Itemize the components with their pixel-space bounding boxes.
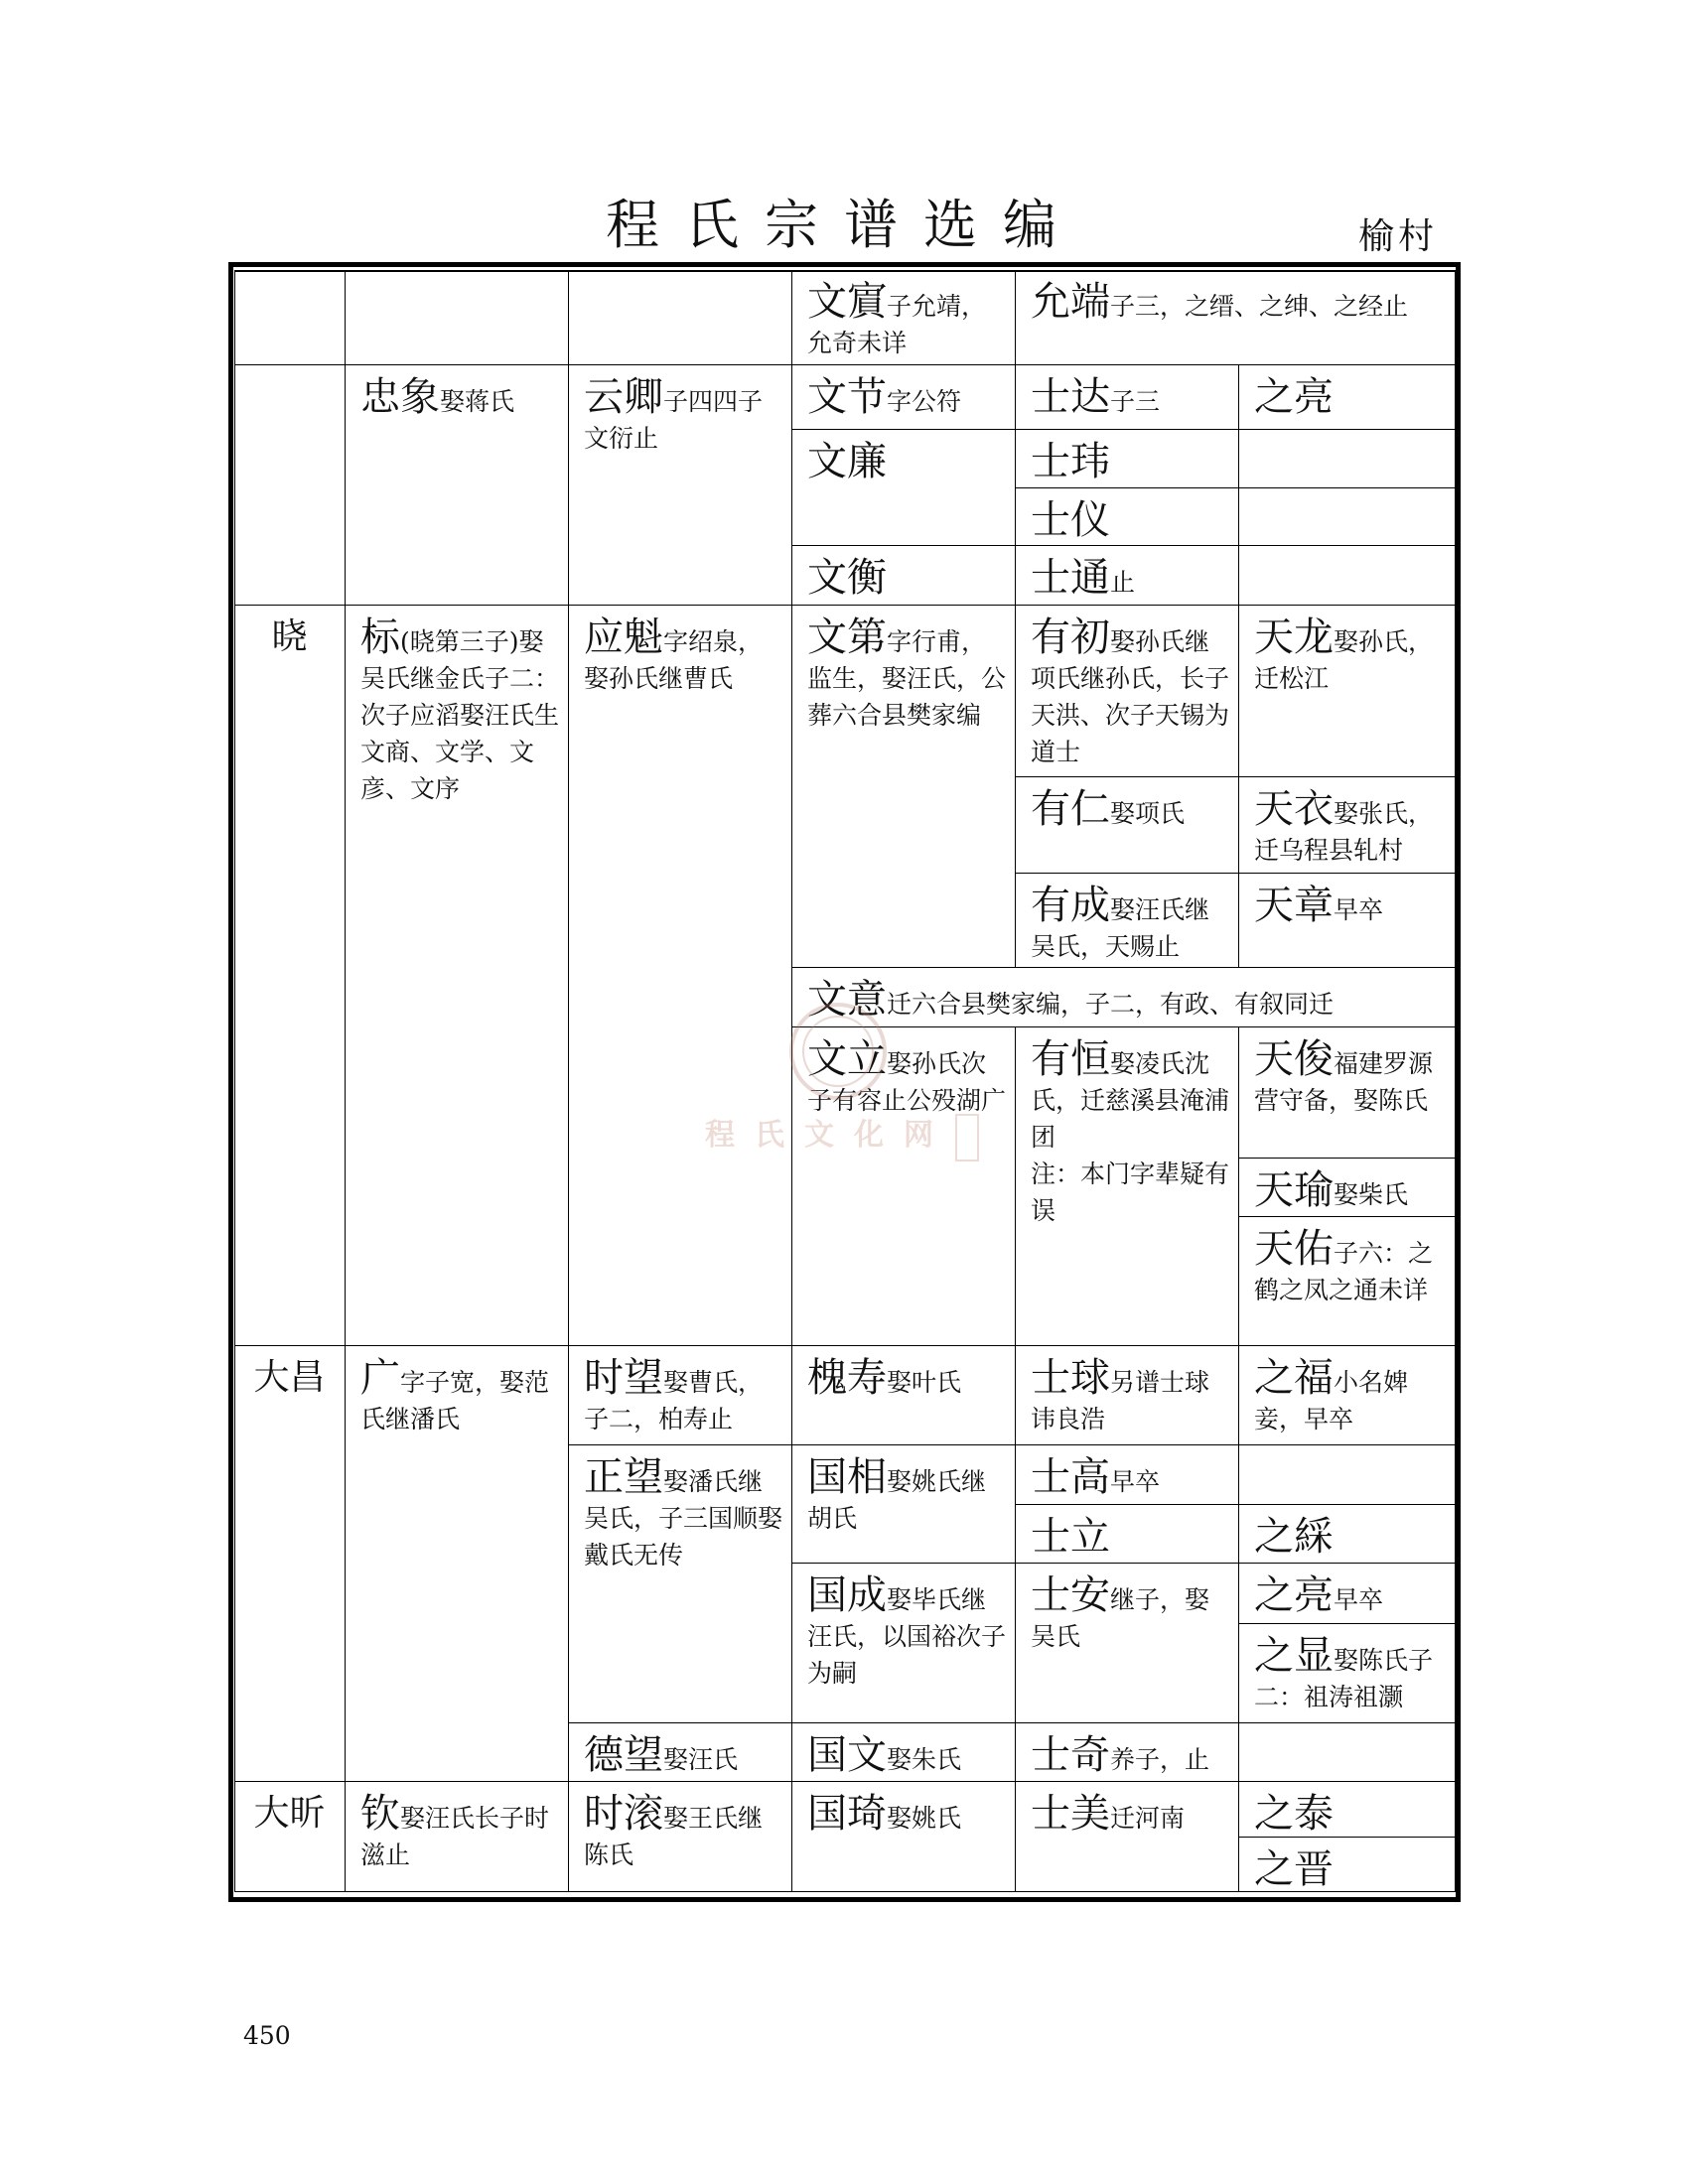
person-cell [792,546,1016,606]
person-name: 文意 [807,977,887,1023]
person-name: 国琦 [807,1791,887,1837]
person-note: 娶张氏，迁乌程县轧村 [1254,799,1434,865]
person-note: 字绍泉，娶孙氏继曹氏 [584,627,764,693]
person-note: 娶孙氏次子有容止公殁湖广 [807,1049,1007,1115]
person-name: 槐寿 [807,1355,887,1401]
person-note: 字公符 [887,387,962,416]
person-cell [1239,430,1456,488]
person-cell [1016,606,1239,777]
person-name: 钦 [360,1791,400,1837]
person-cell [1016,1505,1239,1564]
watermark-seal-inner-icon [802,1016,874,1087]
person-cell [1239,488,1456,546]
person-cell [346,1782,569,1892]
person-note: 子三，之缙、之绅、之经止 [1110,292,1409,321]
person-cell [346,1346,569,1782]
generation-cell [234,606,346,1346]
watermark-text: 程氏文化网 [705,1118,953,1153]
person-cell [1239,1217,1456,1346]
person-note: 早卒 [1110,1467,1161,1496]
person-name: 士美 [1031,1791,1110,1837]
person-note: 福建罗源营守备，娶陈氏 [1254,1049,1434,1115]
person-cell [569,270,792,365]
person-note: 娶汪氏继吴氏，天赐止 [1031,895,1210,961]
person-note: 字子宽，娶范氏继潘氏 [360,1368,550,1433]
person-name: 士通 [1031,555,1110,601]
person-name: 标 [360,614,400,660]
person-name: 士高 [1031,1454,1110,1500]
person-note: 娶姚氏 [887,1804,962,1833]
person-cell [1239,874,1456,968]
person-name: 时滚 [584,1791,663,1837]
person-cell [1239,1505,1456,1564]
person-cell [1016,1027,1239,1346]
person-note: 小名婢妾，早卒 [1254,1368,1409,1433]
person-note: 娶孙氏，迁松江 [1254,627,1434,693]
watermark-stamp-icon [955,1114,979,1161]
page-title: 程氏宗谱选编 [606,194,1082,256]
person-note: 娶叶氏 [887,1368,962,1397]
person-note: 娶陈氏子二：祖涛祖灏 [1254,1646,1434,1711]
person-cell [1239,1624,1456,1723]
person-name: 之泰 [1254,1791,1334,1837]
generation-name: 大昌 [253,1357,326,1398]
person-cell [792,365,1016,430]
person-cell [1239,1838,1456,1892]
person-cell [1239,1027,1456,1159]
person-cell [1239,546,1456,606]
person-name: 文廉 [807,439,887,484]
generation-name: 大昕 [253,1793,326,1834]
person-name: 文第 [807,614,887,660]
person-name: 之福 [1254,1355,1334,1401]
person-note: (晓第三子)娶吴氏继金氏子二：次子应滔娶汪氏生文商、文学、文彦、文序 [360,627,560,803]
person-name: 士玮 [1031,439,1110,484]
person-cell [569,1346,792,1445]
person-name: 有仁 [1031,786,1110,832]
generation-cell [234,1782,346,1892]
person-note: 娶潘氏继吴氏，子三国顺娶戴氏无传 [584,1467,783,1570]
person-note: 止 [1110,568,1136,597]
person-cell [1239,1782,1456,1838]
person-cell [1016,430,1239,488]
person-name: 天章 [1254,883,1334,928]
person-note: 迁六合县樊家编，子二，有政、有叙同迁 [887,990,1335,1019]
person-note: 子三 [1110,387,1161,416]
person-note: 早卒 [1334,1585,1384,1614]
person-note: 娶项氏 [1110,799,1186,828]
person-cell [234,365,346,606]
person-cell [1016,488,1239,546]
person-name: 士安 [1031,1572,1110,1618]
person-name: 德望 [584,1732,663,1778]
person-note: 娶汪氏 [663,1745,739,1774]
person-name: 应魁 [584,614,663,660]
person-name: 正望 [584,1454,663,1500]
generation-cell [234,1346,346,1782]
person-cell [346,365,569,606]
person-name: 天衣 [1254,786,1334,832]
watermark [695,1003,993,1153]
person-name: 士立 [1031,1514,1110,1560]
person-note: 另谱士球讳良浩 [1031,1368,1210,1433]
person-cell [1239,1346,1456,1445]
person-name: 士达 [1031,374,1110,420]
person-cell [792,1564,1016,1723]
person-cell [569,1782,792,1892]
person-note: 迁河南 [1110,1804,1186,1833]
person-name: 天龙 [1254,614,1334,660]
person-cell [1239,1723,1456,1782]
person-name: 之显 [1254,1633,1334,1679]
person-cell [1239,1159,1456,1217]
person-cell [792,1346,1016,1445]
person-cell [792,1445,1016,1564]
person-note: 娶柴氏 [1334,1180,1409,1209]
person-note: 娶汪氏长子时滋止 [360,1804,550,1869]
person-cell [792,606,1016,968]
person-name: 天佑 [1254,1226,1334,1272]
person-note: 娶孙氏继项氏继孙氏，长子天洪、次子天锡为道士 [1031,627,1230,766]
person-cell [346,270,569,365]
person-note: 娶毕氏继汪氏，以国裕次子为嗣 [807,1585,1007,1688]
person-cell [792,430,1016,546]
person-name: 时望 [584,1355,663,1401]
person-note: 娶蒋氏 [440,387,515,416]
person-cell [1239,365,1456,430]
person-cell [1016,1346,1239,1445]
person-cell [792,270,1016,365]
person-name: 之亮 [1254,1572,1334,1618]
person-name: 之晋 [1254,1846,1334,1892]
person-note: 子允靖，允奇未详 [807,292,987,357]
person-cell [1239,606,1456,777]
person-note: 字行甫，监生，娶汪氏，公葬六合县樊家编 [807,627,1007,730]
person-name: 国相 [807,1454,887,1500]
person-cell [234,270,346,365]
page-number: 450 [243,2021,291,2050]
person-cell [1016,365,1239,430]
person-note: 娶朱氏 [887,1745,962,1774]
person-cell [792,1723,1016,1782]
person-name: 文立 [807,1036,887,1082]
person-name: 文衡 [807,555,887,601]
person-note: 早卒 [1334,895,1384,924]
person-cell [1016,874,1239,968]
person-cell [1016,1445,1239,1505]
person-cell [1016,777,1239,874]
person-cell [569,365,792,606]
person-name: 文賔 [807,279,887,325]
person-name: 有初 [1031,614,1110,660]
person-cell [1016,270,1456,365]
person-cell [1016,1723,1239,1782]
person-cell [1016,546,1239,606]
person-cell [569,1723,792,1782]
person-cell [1016,1782,1239,1892]
person-name: 忠象 [360,374,440,420]
person-cell [346,606,569,1346]
person-cell [569,606,792,1346]
person-note: 子四四子文衍止 [584,387,764,453]
person-note: 养子，止 [1110,1745,1210,1774]
person-name: 文节 [807,374,887,420]
person-name: 云卿 [584,374,663,420]
person-cell [1239,1445,1456,1505]
person-note: 继子，娶吴氏 [1031,1585,1210,1651]
person-cell [1239,1564,1456,1624]
person-name: 士奇 [1031,1732,1110,1778]
person-name: 国成 [807,1572,887,1618]
village-name: 榆村 [1358,216,1439,257]
person-note: 娶姚氏继胡氏 [807,1467,987,1533]
person-name: 国文 [807,1732,887,1778]
person-name: 之綵 [1254,1514,1334,1560]
person-cell [792,1782,1016,1892]
person-name: 天俊 [1254,1036,1334,1082]
person-name: 天瑜 [1254,1167,1334,1213]
person-name: 之亮 [1254,374,1334,420]
person-cell [1016,1564,1239,1723]
person-note: 娶凌氏沈氏，迁慈溪县淹浦团 [1031,1049,1230,1152]
person-name: 有恒 [1031,1036,1110,1082]
person-cell [1239,777,1456,874]
person-name: 士球 [1031,1355,1110,1401]
person-annotation: 注：本门字辈疑有误 [1031,1160,1230,1225]
person-name: 士仪 [1031,497,1110,543]
generation-name: 晓 [271,616,308,657]
person-note: 娶曹氏，子二，柏寿止 [584,1368,764,1433]
person-note: 子六：之鹤之凤之通未详 [1254,1239,1434,1304]
person-note: 娶王氏继陈氏 [584,1804,764,1869]
person-name: 广 [360,1355,400,1401]
person-cell [569,1445,792,1723]
person-name: 允端 [1031,279,1110,325]
person-name: 有成 [1031,883,1110,928]
